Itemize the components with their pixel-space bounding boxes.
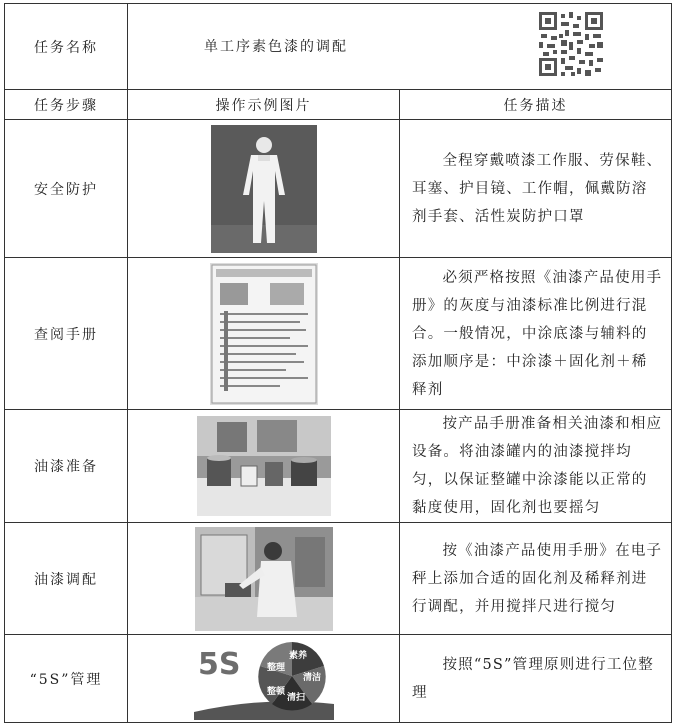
task-name-cell — [128, 4, 672, 90]
five-s-segment: 整理 — [266, 662, 285, 673]
step-description-cell — [400, 258, 672, 410]
task-table — [4, 3, 672, 723]
column-header-description: 任务描述 — [400, 90, 672, 120]
five-s-segment: 整顿 — [266, 686, 285, 697]
column-header-row — [5, 90, 672, 120]
paint-product-manual-photo — [210, 263, 318, 405]
column-header-image: 操作示例图片 — [128, 90, 400, 120]
table-row — [5, 258, 672, 410]
five-s-segment: 素养 — [288, 650, 307, 661]
table-row — [5, 635, 672, 723]
step-image-cell — [128, 523, 400, 635]
step-label: 油漆准备 — [5, 410, 128, 523]
five-s-segment: 清洁 — [302, 672, 321, 683]
step-description: 必须严格按照《油漆产品使用手册》的灰度与油漆标准比例进行混合。一般情况，中涂底漆与辅料的添加顺序是：中涂漆＋固化剂＋稀释剂 — [412, 269, 663, 398]
step-label: “5S”管理 — [5, 635, 128, 723]
step-description: 全程穿戴喷漆工作服、劳保鞋、耳塞、护目镜、工作帽，佩戴防溶剂手套、活性炭防护口罩 — [412, 152, 663, 225]
step-label: 油漆调配 — [5, 523, 128, 635]
step-label: 安全防护 — [5, 120, 128, 258]
5s-diagram — [194, 638, 334, 720]
task-name-label: 任务名称 — [5, 4, 128, 90]
table-row — [5, 523, 672, 635]
table-row — [5, 410, 672, 523]
task-name-row — [5, 4, 672, 90]
step-image-cell — [128, 410, 400, 523]
worker-in-protective-suit-photo — [211, 125, 317, 253]
step-image-cell — [128, 635, 400, 723]
step-description: 按产品手册准备相关油漆和相应设备。将油漆罐内的油漆搅拌均匀，以保证整罐中涂漆能以正常的黏度使用，固化剂也要摇匀 — [412, 416, 663, 516]
column-header-step: 任务步骤 — [5, 90, 128, 120]
worker-mixing-paint-on-scale-photo — [195, 527, 333, 631]
step-description: 按《油漆产品使用手册》在电子秤上添加合适的固化剂及稀释剂进行调配，并用搅拌尺进行搅匀 — [412, 542, 663, 615]
step-description-cell — [400, 523, 672, 635]
step-label: 查阅手册 — [5, 258, 128, 410]
step-description-cell — [400, 120, 672, 258]
step-description: 按照“5S”管理原则进行工位整理 — [412, 656, 654, 701]
five-s-logo: 5S — [197, 646, 240, 682]
task-name-value: 单工序素色漆的调配 — [204, 39, 348, 55]
step-image-cell — [128, 120, 400, 258]
five-s-segment: 清扫 — [286, 692, 305, 703]
table-row — [5, 120, 672, 258]
step-description-cell — [400, 635, 672, 723]
step-image-cell — [128, 258, 400, 410]
step-description-cell — [400, 410, 672, 523]
paint-cans-and-equipment-photo — [197, 416, 331, 516]
qr-code-icon[interactable] — [539, 12, 603, 76]
